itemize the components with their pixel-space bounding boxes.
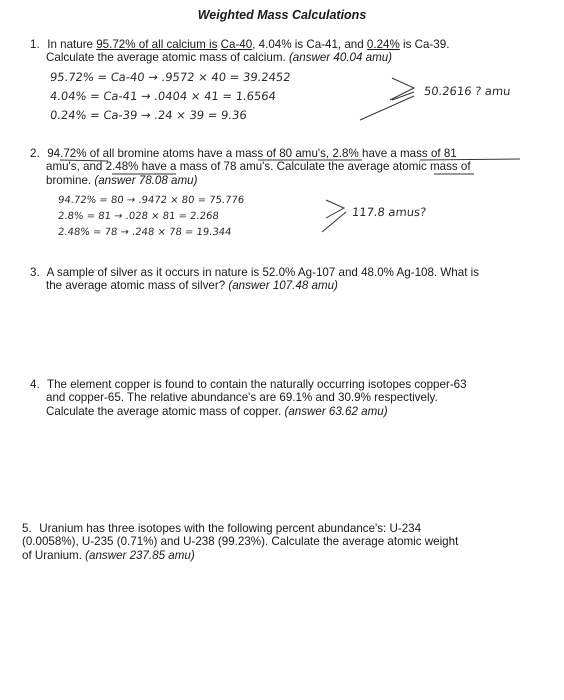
handwritten-work-line: 4.04% = Ca-41 → .0404 × 41 = 1.6564 bbox=[49, 89, 277, 103]
underline-stroke bbox=[60, 160, 108, 161]
handwritten-work-line: 0.24% = Ca-39 → .24 × 39 = 9.36 bbox=[49, 108, 248, 122]
underline-stroke bbox=[420, 159, 520, 160]
question-3: 3. A sample of silver as it occurs in nature is 52.0% Ag-107 and 48.0% Ag-108. What is the average atomic mass of silver? (answer 107.48 amu) bbox=[30, 266, 480, 293]
question-5: 5. Uranium has three isotopes with the following percent abundance's: U-234 (0.0058%), U-235 (0.71%) and U-238 (99.23%). Calculate the average atomic weight of Uranium. (answer 237.85 amu) bbox=[22, 522, 459, 562]
answer-hint: (answer 237.85 amu) bbox=[85, 548, 195, 562]
answer-hint: (answer 78.08 amu) bbox=[94, 173, 198, 187]
question-4: 4. The element copper is found to contain the naturally occurring isotopes copper-63 and copper-65. The relative abundance's are 69.1% and 30.9% respectively. Calculate the average atomic mass of copper. (answer 63.62 amu) bbox=[30, 378, 467, 418]
answer-hint: (answer 40.04 amu) bbox=[288, 51, 393, 65]
handwritten-work-line: 2.48% = 78 → .248 × 78 = 19.344 bbox=[57, 227, 232, 238]
question-2: 2. 94.72% of all bromine atoms have a mass of 80 amu's, 2.8% have a mass of 81 amu's, and 2.48% have a mass of 78 amu's. Calculate the average atomic mass of bromine. (answer 78.08 amu) bbox=[30, 147, 471, 187]
handwritten-work-line: 95.72% = Ca-40 → .9572 × 40 = 39.2452 bbox=[49, 70, 292, 84]
question-1: 1. In nature 95.72% of all calcium is Ca-40, 4.04% is Ca-41, and 0.24% is Ca-39. Calculate the average atomic mass of calcium. (answer 40.04 amu) bbox=[30, 38, 450, 65]
answer-hint: (answer 63.62 amu) bbox=[284, 404, 388, 418]
handwritten-work-line: 94.72% = 80 → .9472 × 80 = 75.776 bbox=[57, 195, 245, 206]
question-number: 1. bbox=[30, 38, 40, 51]
handwritten-total: 117.8 amus? bbox=[351, 205, 427, 219]
answer-hint: (answer 107.48 amu) bbox=[228, 279, 338, 293]
handwritten-total: 50.2616 ? amu bbox=[423, 84, 512, 98]
bracket-stroke bbox=[322, 212, 346, 232]
bracket-stroke bbox=[360, 96, 414, 120]
question-number: 3. bbox=[30, 266, 40, 279]
question-number: 5. bbox=[22, 522, 32, 535]
question-number: 2. bbox=[30, 147, 40, 160]
handwritten-work-line: 2.8% = 81 → .028 × 81 = 2.268 bbox=[57, 211, 220, 222]
question-number: 4. bbox=[30, 378, 40, 391]
page-title: Weighted Mass Calculations bbox=[197, 8, 367, 22]
